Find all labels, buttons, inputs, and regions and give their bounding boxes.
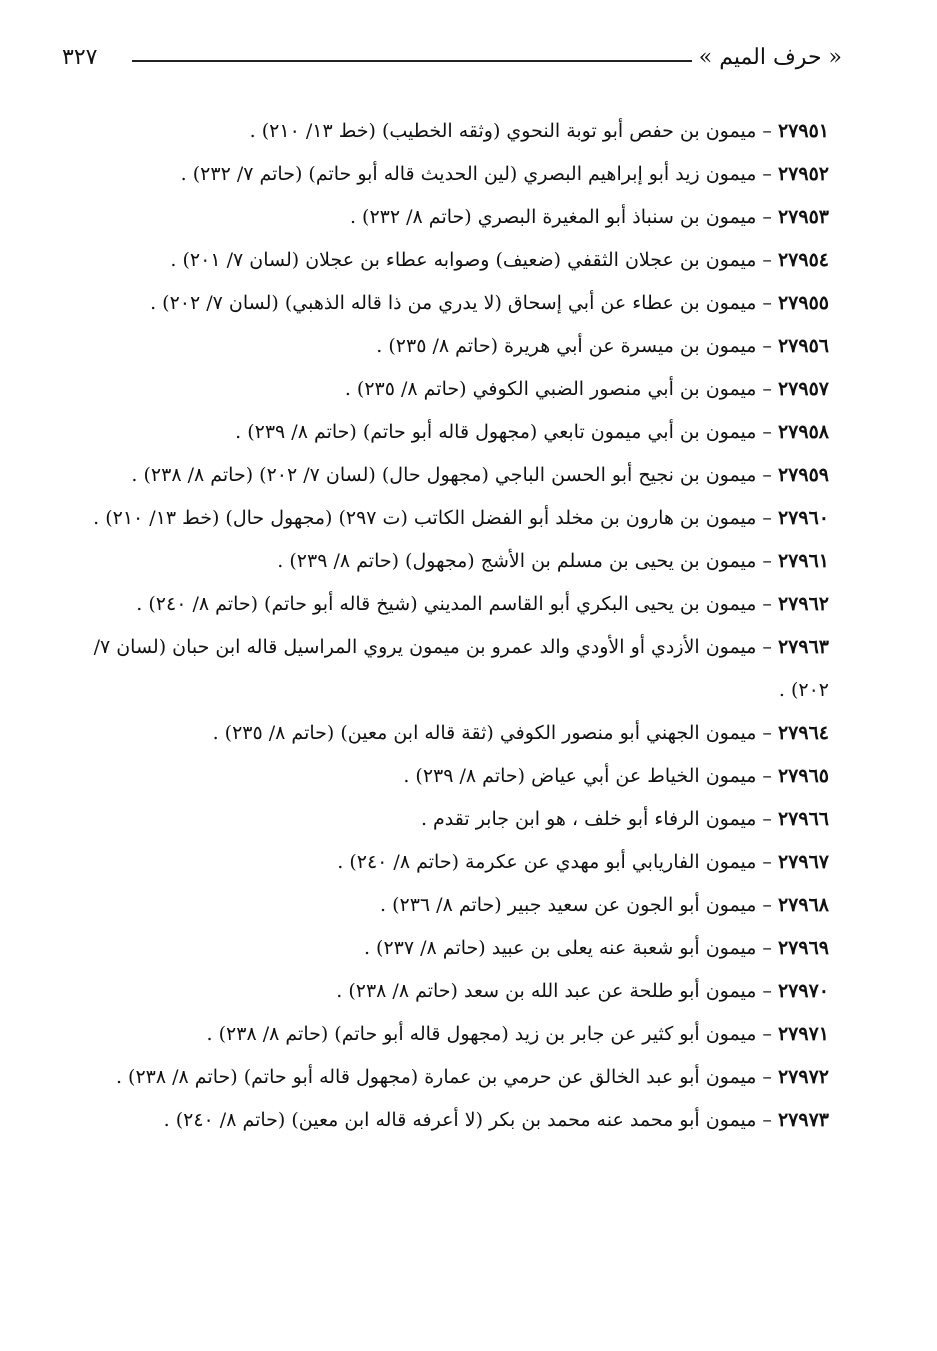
list-item [66, 196, 829, 239]
list-item [66, 368, 829, 411]
entry-text: – ميمون بن ميسرة عن أبي هريرة (حاتم ٨/ ٢٣٥) . [376, 335, 772, 357]
list-item [66, 1013, 829, 1056]
entry-number: ٢٧٩٧٠ [777, 980, 829, 1002]
entry-number: ٢٧٩٥٤ [777, 249, 829, 271]
list-item [66, 282, 829, 325]
entry-text: – ميمون أبو شعبة عنه يعلى بن عبيد (حاتم ٨/ ٢٣٧) . [363, 937, 772, 959]
entry-number: ٢٧٩٦٢ [777, 593, 829, 615]
entry-text: – ميمون بن هارون بن مخلد أبو الفضل الكاتب (ت ٢٩٧) (مجهول حال) (خط ١٣/ ٢١٠) . [93, 507, 772, 529]
header-rule [132, 60, 692, 62]
entry-number: ٢٧٩٦٤ [777, 722, 829, 744]
entry-text: – ميمون الرفاء أبو خلف ، هو ابن جابر تقدم . [420, 808, 772, 830]
entry-text: – ميمون أبو الجون عن سعيد جبير (حاتم ٨/ ٢٣٦) . [379, 894, 772, 916]
list-item [66, 411, 829, 454]
entry-number: ٢٧٩٥٢ [777, 163, 829, 185]
list-item [66, 540, 829, 583]
entry-text: – ميمون أبو عبد الخالق عن حرمي بن عمارة (مجهول قاله أبو حاتم) (حاتم ٨/ ٢٣٨) . [115, 1066, 772, 1088]
entry-number: ٢٧٩٦٩ [777, 937, 829, 959]
page-header [62, 38, 842, 78]
entry-text: – ميمون أبو كثير عن جابر بن زيد (مجهول قاله أبو حاتم) (حاتم ٨/ ٢٣٨) . [206, 1023, 772, 1045]
entry-number: ٢٧٩٧٣ [777, 1109, 829, 1131]
entry-text: – ميمون بن عطاء عن أبي إسحاق (لا يدري من ذا قاله الذهبي) (لسان ٧/ ٢٠٢) . [150, 292, 772, 314]
entry-text: – ميمون بن يحيى بن مسلم بن الأشج (مجهول) (حاتم ٨/ ٢٣٩) . [277, 550, 772, 572]
entry-number: ٢٧٩٧٢ [777, 1066, 829, 1088]
entry-text: – ميمون أبو محمد عنه محمد بن بكر (لا أعرفه قاله ابن معين) (حاتم ٨/ ٢٤٠) . [163, 1109, 772, 1131]
entry-number: ٢٧٩٥٦ [777, 335, 829, 357]
chapter-title: « حرف الميم » [698, 45, 842, 70]
entry-number: ٢٧٩٦٥ [777, 765, 829, 787]
list-item [66, 454, 829, 497]
page-number: ٣٢٧ [62, 45, 98, 70]
list-item [66, 239, 829, 282]
list-item [66, 927, 829, 970]
entry-text: – ميمون بن يحيى البكري أبو القاسم المديني (شيخ قاله أبو حاتم) (حاتم ٨/ ٢٤٠) . [136, 593, 772, 615]
entry-text: – ميمون أبو طلحة عن عبد الله بن سعد (حاتم ٨/ ٢٣٨) . [336, 980, 772, 1002]
entry-list [66, 110, 829, 1142]
list-item [66, 1099, 829, 1142]
list-item [66, 583, 829, 626]
entry-number: ٢٧٩٥١ [777, 120, 829, 142]
entry-number: ٢٧٩٦٧ [777, 851, 829, 873]
entry-text: – ميمون الأزدي أو الأودي والد عمرو بن ميمون يروي المراسيل قاله ابن حبان (لسان ٧/ ٢٠٢) . [93, 636, 829, 701]
entry-number: ٢٧٩٥٥ [777, 292, 829, 314]
entry-text: – ميمون الخياط عن أبي عياض (حاتم ٨/ ٢٣٩) . [403, 765, 772, 787]
list-item [66, 626, 829, 712]
entry-text: – ميمون زيد أبو إبراهيم البصري (لين الحديث قاله أبو حاتم) (حاتم ٧/ ٢٣٢) . [180, 163, 772, 185]
list-item [66, 153, 829, 196]
list-item [66, 325, 829, 368]
entry-text: – ميمون الجهني أبو منصور الكوفي (ثقة قاله ابن معين) (حاتم ٨/ ٢٣٥) . [212, 722, 772, 744]
list-item [66, 841, 829, 884]
entry-number: ٢٧٩٥٣ [777, 206, 829, 228]
entry-number: ٢٧٩٦٠ [777, 507, 829, 529]
entry-text: – ميمون بن أبي منصور الضبي الكوفي (حاتم ٨/ ٢٣٥) . [344, 378, 772, 400]
entry-text: – ميمون بن نجيح أبو الحسن الباجي (مجهول حال) (لسان ٧/ ٢٠٢) (حاتم ٨/ ٢٣٨) . [131, 464, 772, 486]
entry-text: – ميمون بن عجلان الثقفي (ضعيف) وصوابه عطاء بن عجلان (لسان ٧/ ٢٠١) . [170, 249, 772, 271]
entry-number: ٢٧٩٥٧ [777, 378, 829, 400]
entry-text: – ميمون بن أبي ميمون تابعي (مجهول قاله أبو حاتم) (حاتم ٨/ ٢٣٩) . [235, 421, 772, 443]
entry-number: ٢٧٩٦٦ [777, 808, 829, 830]
entry-number: ٢٧٩٦٣ [777, 636, 829, 658]
entry-number: ٢٧٩٥٨ [777, 421, 829, 443]
entry-number: ٢٧٩٦٨ [777, 894, 829, 916]
list-item [66, 884, 829, 927]
list-item [66, 1056, 829, 1099]
list-item [66, 970, 829, 1013]
entry-text: – ميمون بن حفص أبو توبة النحوي (وثقه الخطيب) (خط ١٣/ ٢١٠) . [249, 120, 772, 142]
entry-number: ٢٧٩٧١ [777, 1023, 829, 1045]
entry-number: ٢٧٩٦١ [777, 550, 829, 572]
entry-text: – ميمون الفاريابي أبو مهدي عن عكرمة (حاتم ٨/ ٢٤٠) . [337, 851, 772, 873]
list-item [66, 755, 829, 798]
entry-text: – ميمون بن سنباذ أبو المغيرة البصري (حاتم ٨/ ٢٣٢) . [349, 206, 772, 228]
list-item [66, 497, 829, 540]
list-item [66, 712, 829, 755]
list-item [66, 110, 829, 153]
list-item [66, 798, 829, 841]
entry-number: ٢٧٩٥٩ [777, 464, 829, 486]
